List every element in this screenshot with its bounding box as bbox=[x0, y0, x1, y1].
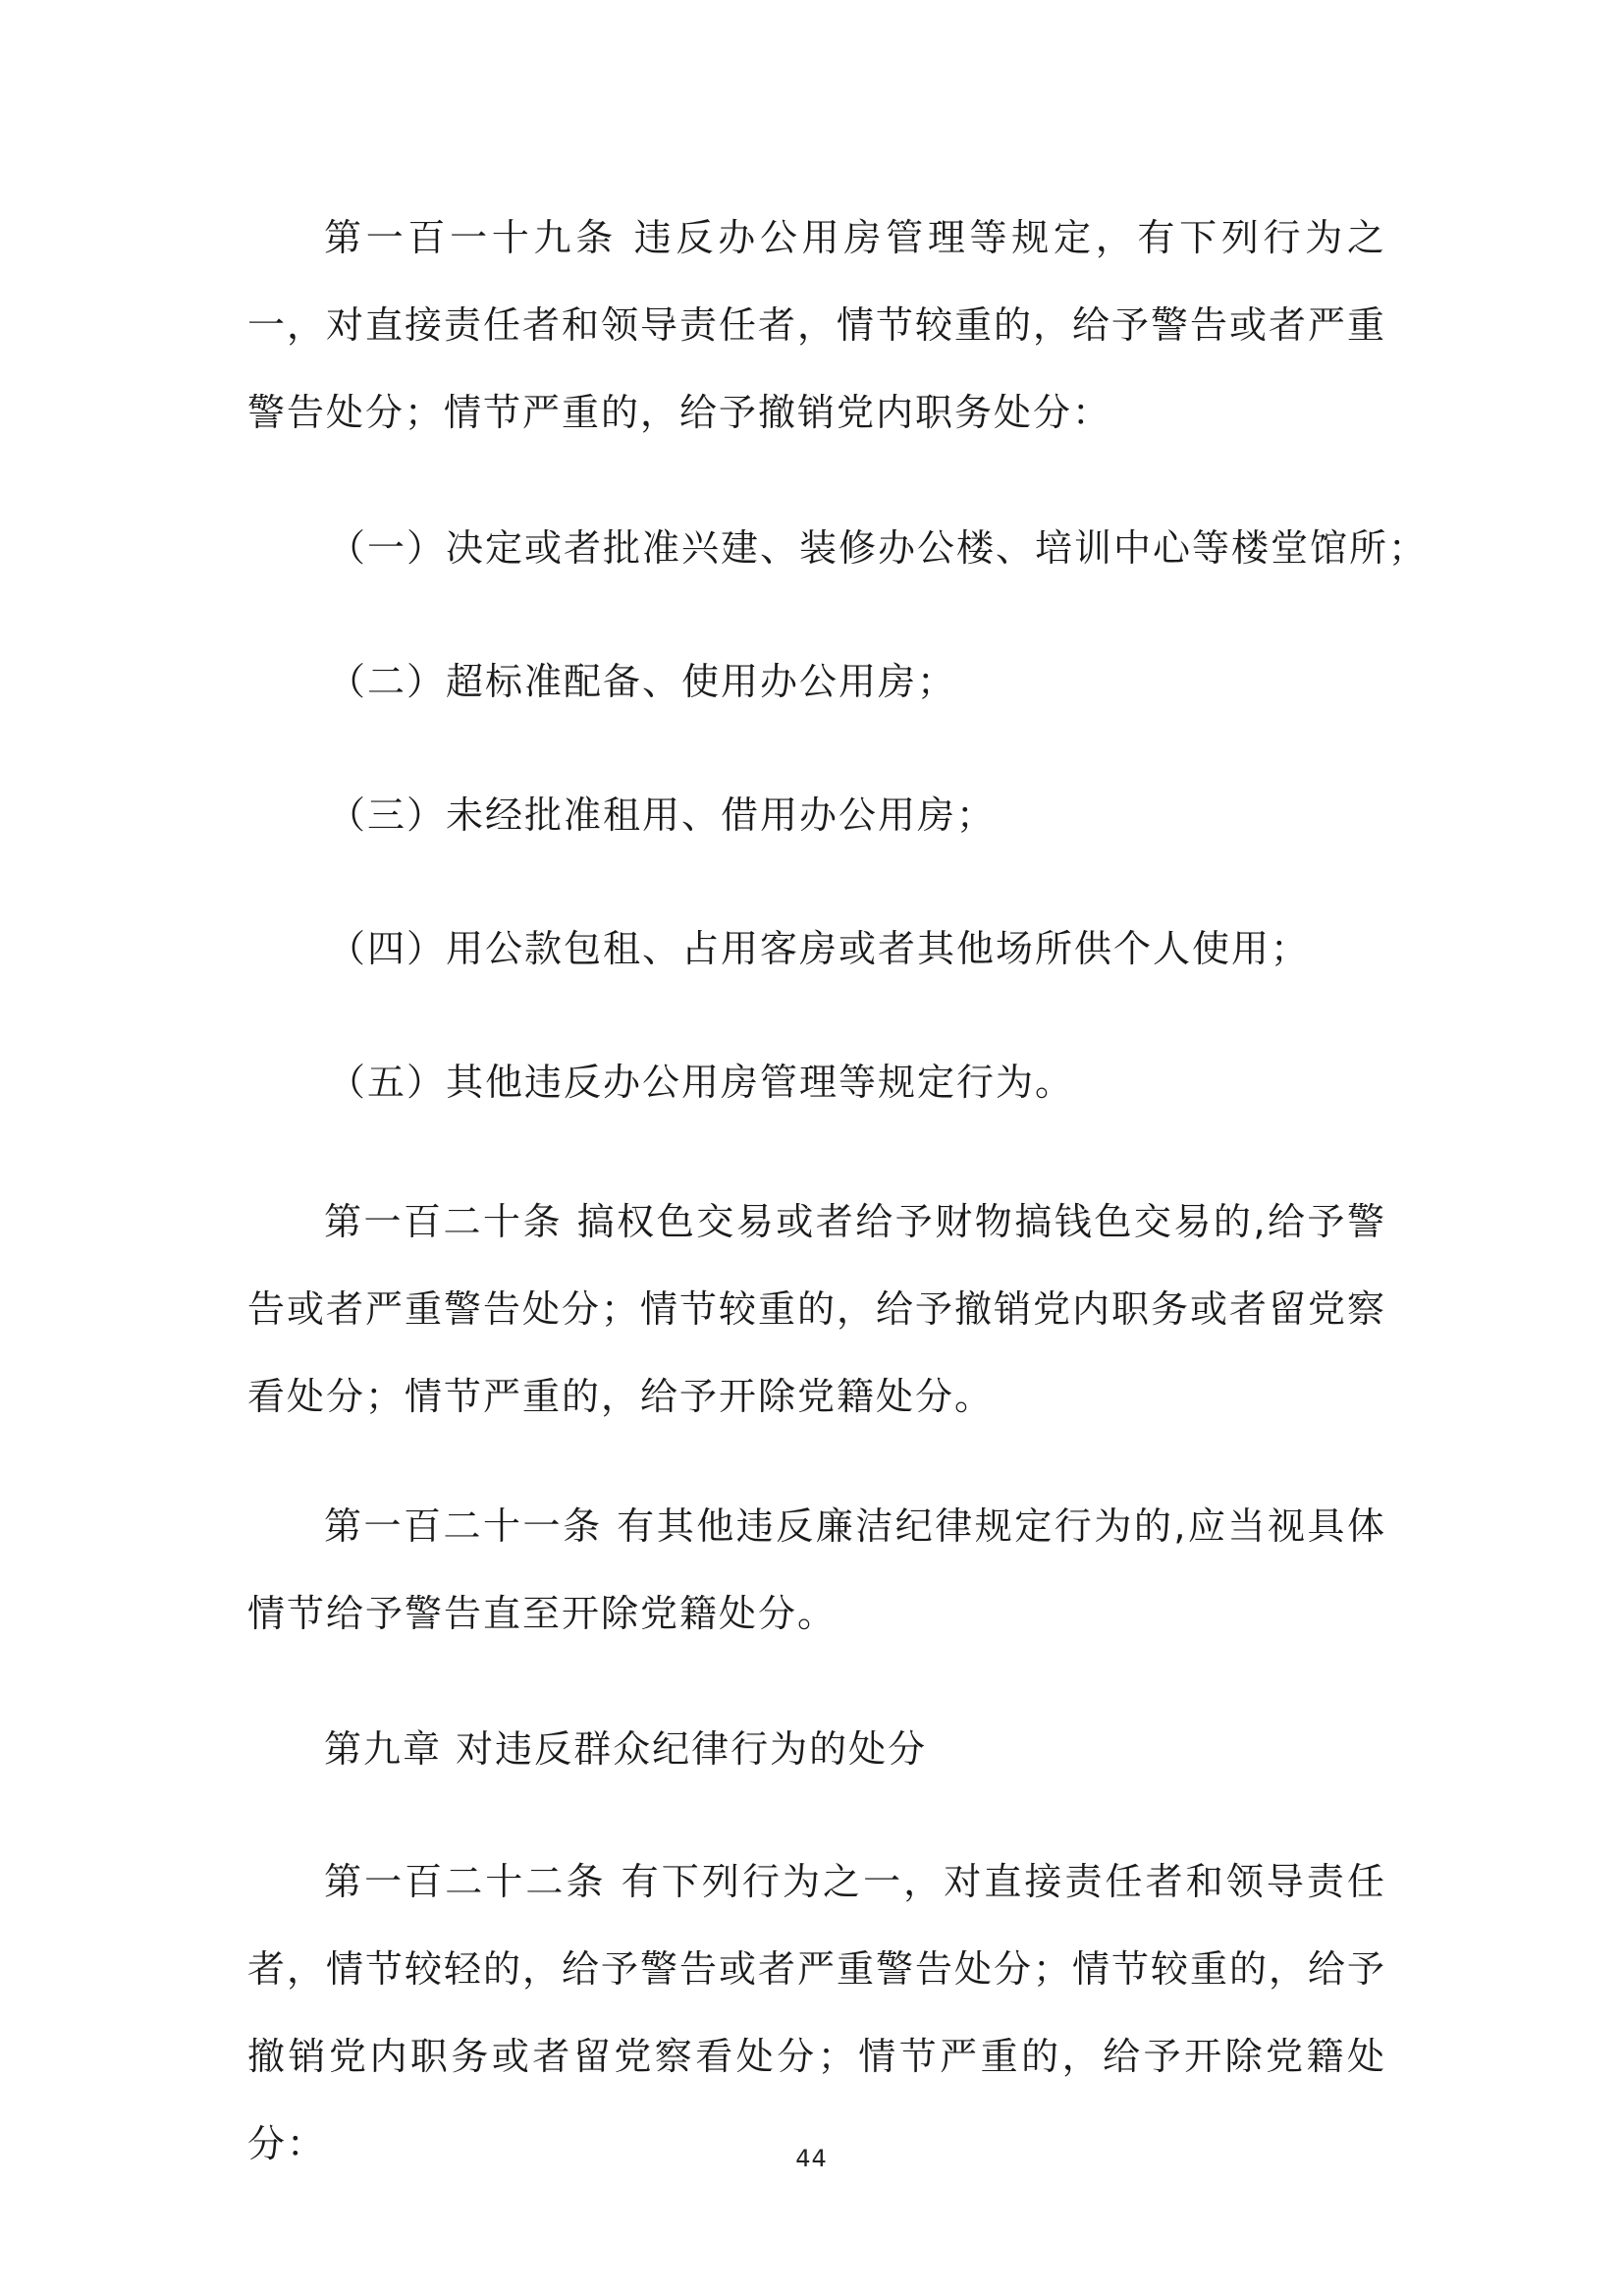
article-122-paragraph: 第一百二十二条 有下列行为之一，对直接责任者和领导责任者，情节较轻的，给予警告或者严重警告处分；情节较重的，给予撤销党内职务或者留党察看处分；情节严重的，给予开除党籍处分： bbox=[247, 1860, 1387, 2165]
article-119-item-5: （五）其他违反办公用房管理等规定行为。 bbox=[328, 1061, 1075, 1104]
article-119-item-3: （三）未经批准租用、借用办公用房； bbox=[328, 793, 997, 837]
page-number: 44 bbox=[795, 2145, 828, 2172]
article-119-paragraph: 第一百一十九条 违反办公用房管理等规定，有下列行为之一，对直接责任者和领导责任者，情节较重的，给予警告或者严重警告处分；情节严重的，给予撤销党内职务处分： bbox=[247, 216, 1387, 434]
article-121-paragraph: 第一百二十一条 有其他违反廉洁纪律规定行为的,应当视具体情节给予警告直至开除党籍处分。 bbox=[247, 1504, 1386, 1635]
article-119-item-2: （二）超标准配备、使用办公用房； bbox=[328, 660, 957, 703]
article-119-item-1: （一）决定或者批准兴建、装修办公楼、培训中心等楼堂馆所； bbox=[328, 526, 1429, 570]
chapter-9-title: 第九章 对违反群众纪律行为的处分 bbox=[324, 1727, 928, 1771]
article-120-paragraph: 第一百二十条 搞权色交易或者给予财物搞钱色交易的,给予警告或者严重警告处分；情节较重的，给予撤销党内职务或者留党察看处分；情节严重的，给予开除党籍处分。 bbox=[247, 1200, 1387, 1418]
article-119-item-4: （四）用公款包租、占用客房或者其他场所供个人使用； bbox=[328, 927, 1311, 970]
